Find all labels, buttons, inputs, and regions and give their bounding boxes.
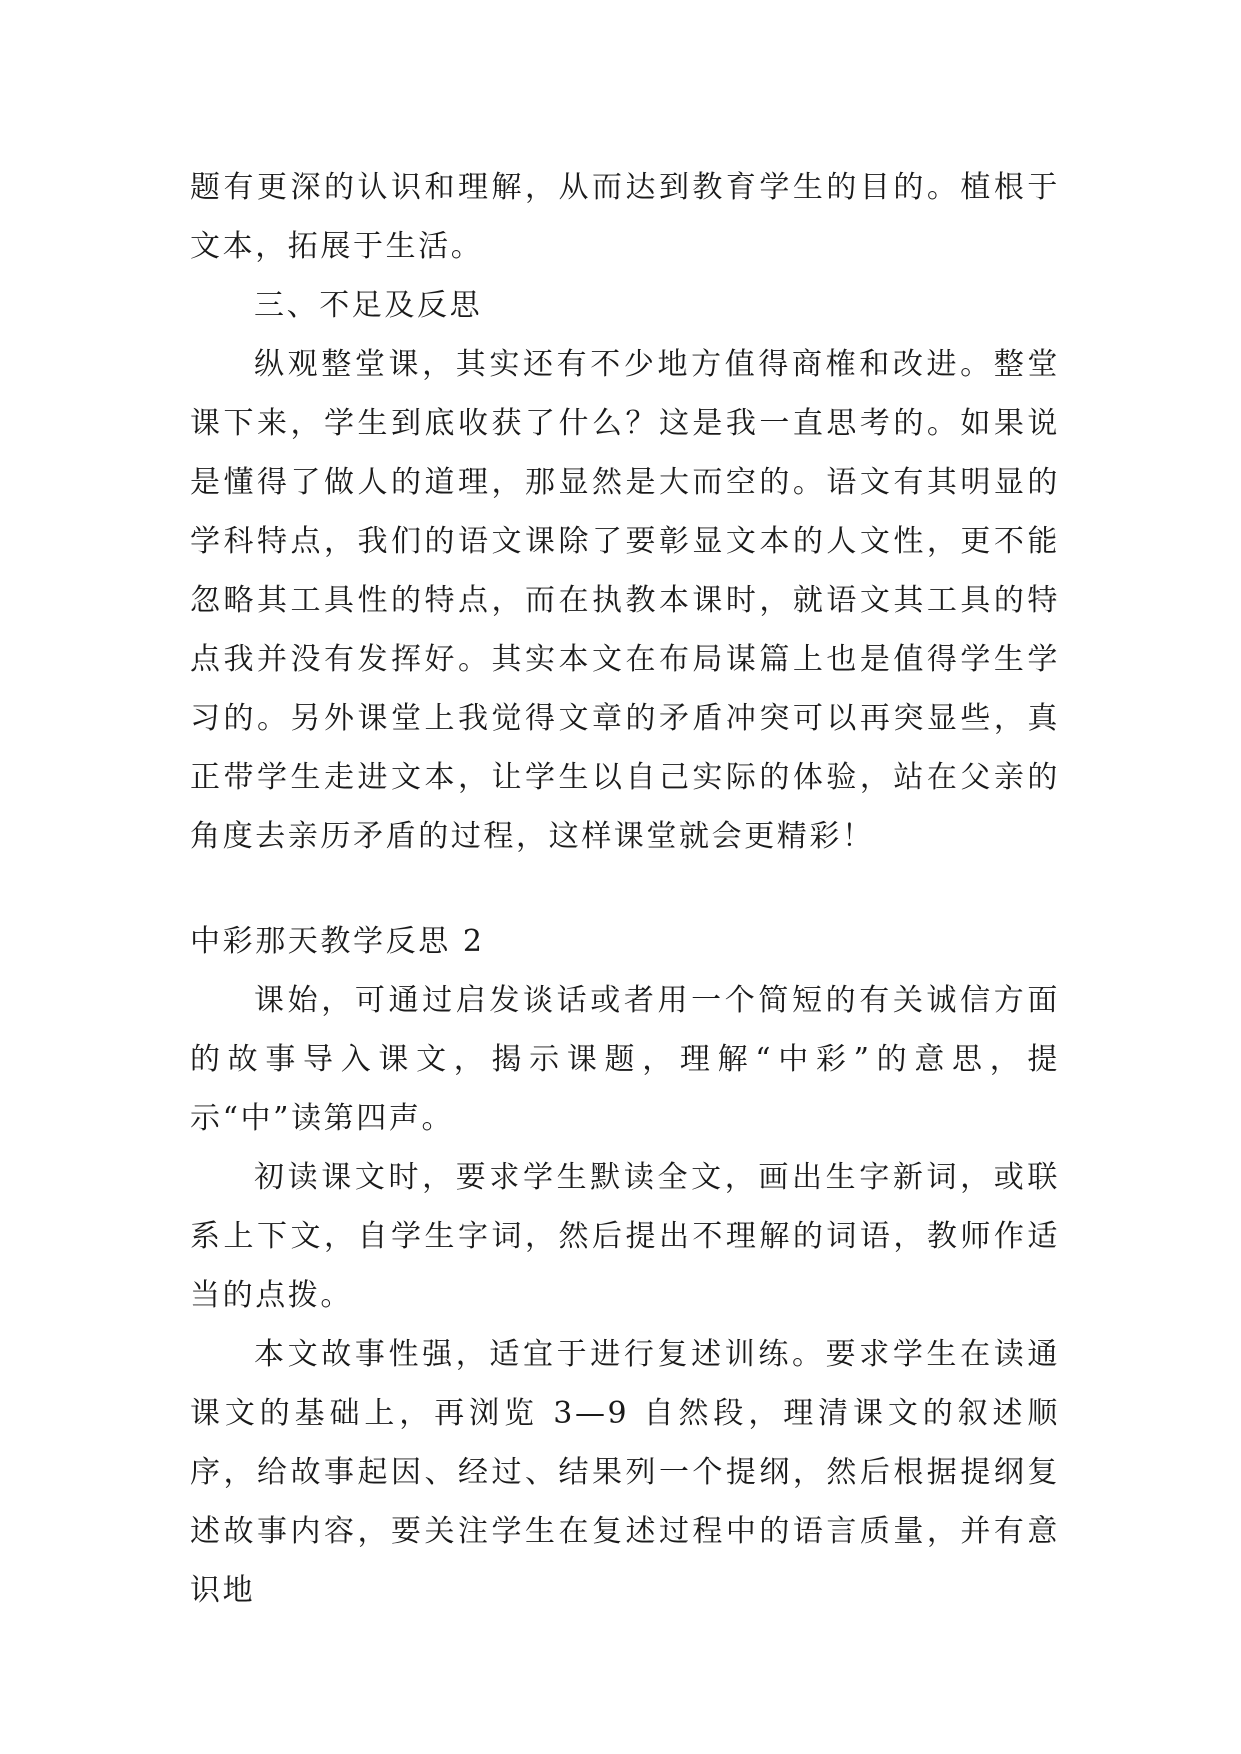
paragraph-retelling: 本文故事性强，适宜于进行复述训练。要求学生在读通课文的基础上，再浏览 3—9 自然段，理清课文的叙述顺序，给故事起因、经过、结果列一个提纲，然后根据提纲复述故事内容，要关注学生在复述过程中的语言质量，并有意识地 — [190, 1337, 1060, 1608]
section-heading-shortcomings: 三、不足及反思 — [254, 288, 483, 323]
document-section-title: 中彩那天教学反思 2 — [190, 924, 485, 959]
section-spacer — [190, 866, 1060, 912]
paragraph-first-reading: 初读课文时，要求学生默读全文，画出生字新词，或联系上下文，自学生字词，然后提出不理解的词语，教师作适当的点拨。 — [190, 1160, 1060, 1313]
paragraph-lesson-intro: 课始，可通过启发谈话或者用一个简短的有关诚信方面的故事导入课文，揭示课题，理解“中彩”的意思，提示“中”读第四声。 — [190, 983, 1060, 1136]
paragraph-continuation: 题有更深的认识和理解，从而达到教育学生的目的。植根于文本，拓展于生活。 — [190, 170, 1060, 264]
document-body — [190, 158, 1060, 1620]
paragraph-reflection: 纵观整堂课，其实还有不少地方值得商榷和改进。整堂课下来，学生到底收获了什么？这是我一直思考的。如果说是懂得了做人的道理，那显然是大而空的。语文有其明显的学科特点，我们的语文课除了要彰显文本的人文性，更不能忽略其工具性的特点，而在执教本课时，就语文其工具的特点我并没有发挥好。其实本文在布局谋篇上也是值得学生学习的。另外课堂上我觉得文章的矛盾冲突可以再突显些，真正带学生走进文本，让学生以自己实际的体验，站在父亲的角度去亲历矛盾的过程，这样课堂就会更精彩！ — [190, 347, 1060, 854]
